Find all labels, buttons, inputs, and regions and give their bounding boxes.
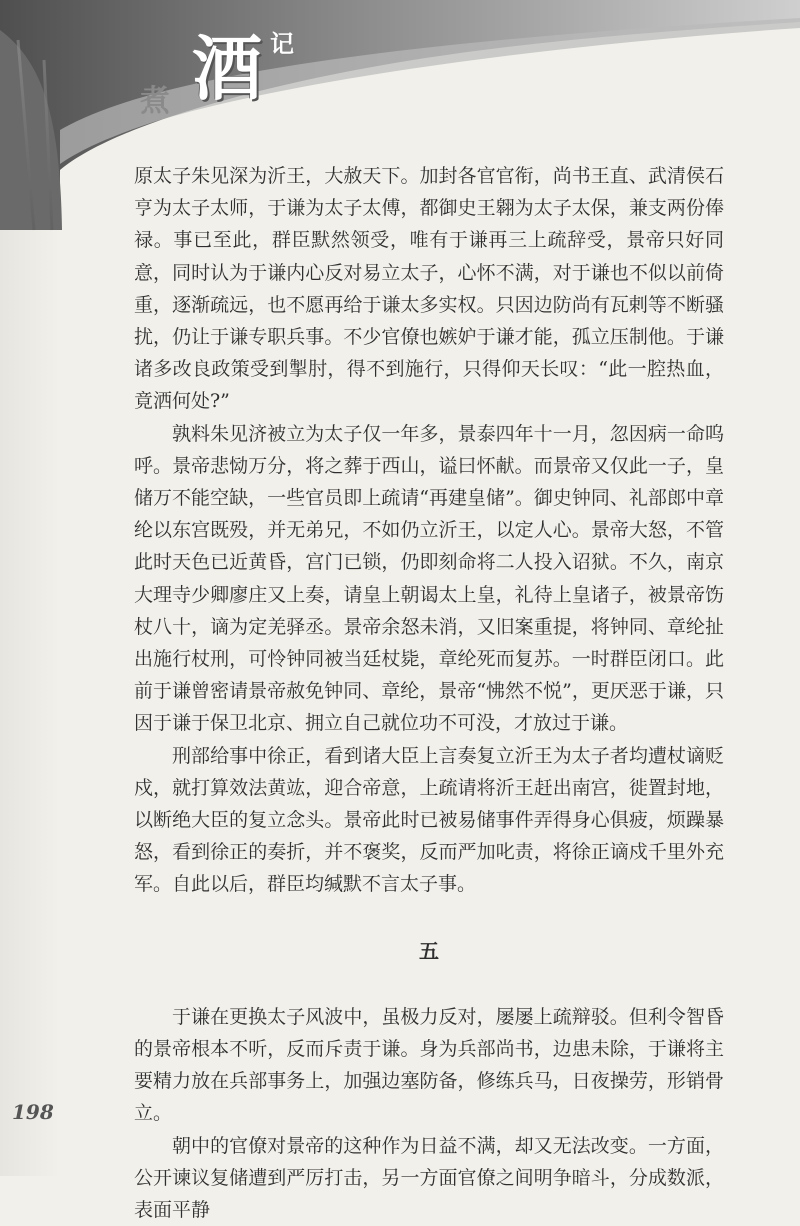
paragraph: 孰料朱见济被立为太子仅一年多，景泰四年十一月，忽因病一命呜呼。景帝悲恸万分，将之葬于西山，谥曰怀献。而景帝又仅此一子，皇储万不能空缺，一些官员即上疏请“再建皇储”。御史钟同、礼部郎中章纶以东宫既殁，并无弟兄，不如仍立沂王，以定人心。景帝大怒，不管此时天色已近黄昏，宫门已锁，仍即刻命将二人投入诏狱。不久，南京大理寺少卿廖庄又上奏，请皇上朝谒太上皇，礼待上皇诸子，被景帝饬杖八十，谪为定羌驿丞。景帝余怒未消，又旧案重提，将钟同、章纶扯出施行杖刑，可怜钟同被当廷杖毙，章纶死而复苏。一时群臣闭口。此前于谦曾密请景帝赦免钟同、章纶，景帝“怫然不悦”，更厌恶于谦，只因于谦于保卫北京、拥立自己就位功不可没，才放过于谦。 xyxy=(134,422,724,735)
main-text xyxy=(134,160,724,1226)
paragraph: 朝中的官僚对景帝的这种作为日益不满，却又无法改变。一方面，公开谏议复储遭到严厉打击，另一方面官僚之间明争暗斗，分成数派，表面平静 xyxy=(134,1134,724,1222)
paragraph: 原太子朱见深为沂王，大赦天下。加封各官官衔，尚书王直、武清侯石亨为太子太师，于谦为太子太傅，都御史王翱为太子太保，兼支两份俸禄。事已至此，群臣默然领受，唯有于谦再三上疏辞受，景帝只好同意，同时认为于谦内心反对易立太子，心怀不满，对于谦也不似以前倚重，逐渐疏远，也不愿再给于谦太多实权。只因边防尚有瓦剌等不断骚扰，仍让于谦专职兵事。不少官僚也嫉妒于谦才能，孤立压制他。于谦诸多改良政策受到掣肘，得不到施行，只得仰天长叹：“此一腔热血，竟洒何处?” xyxy=(134,165,724,413)
paragraph: 于谦在更换太子风波中，虽极力反对，屡屡上疏辩驳。但利令智昏的景帝根本不听，反而斥责于谦。身为兵部尚书，边患未除，于谦将主要精力放在兵部事务上，加强边塞防备，修练兵马，日夜操劳，形销骨立。 xyxy=(134,1005,724,1125)
header-label-left: 煮 xyxy=(140,84,170,119)
section-heading: 五 xyxy=(419,938,439,963)
header-label-right: 记 xyxy=(270,29,294,58)
page-number: 198 xyxy=(12,1100,54,1124)
header-emblem-character: 酒 xyxy=(192,26,262,110)
paragraph: 刑部给事中徐正，看到诸大臣上言奏复立沂王为太子者均遭杖谪贬戍，就打算效法黄竑，迎合帝意，上疏请将沂王赶出南宫，徙置封地，以断绝大臣的复立念头。景帝此时已被易储事件弄得身心俱疲，烦躁暴怒，看到徐正的奏折，并不褒奖，反而严加叱责，将徐正谪戍千里外充军。自此以后，群臣均缄默不言太子事。 xyxy=(134,744,724,896)
